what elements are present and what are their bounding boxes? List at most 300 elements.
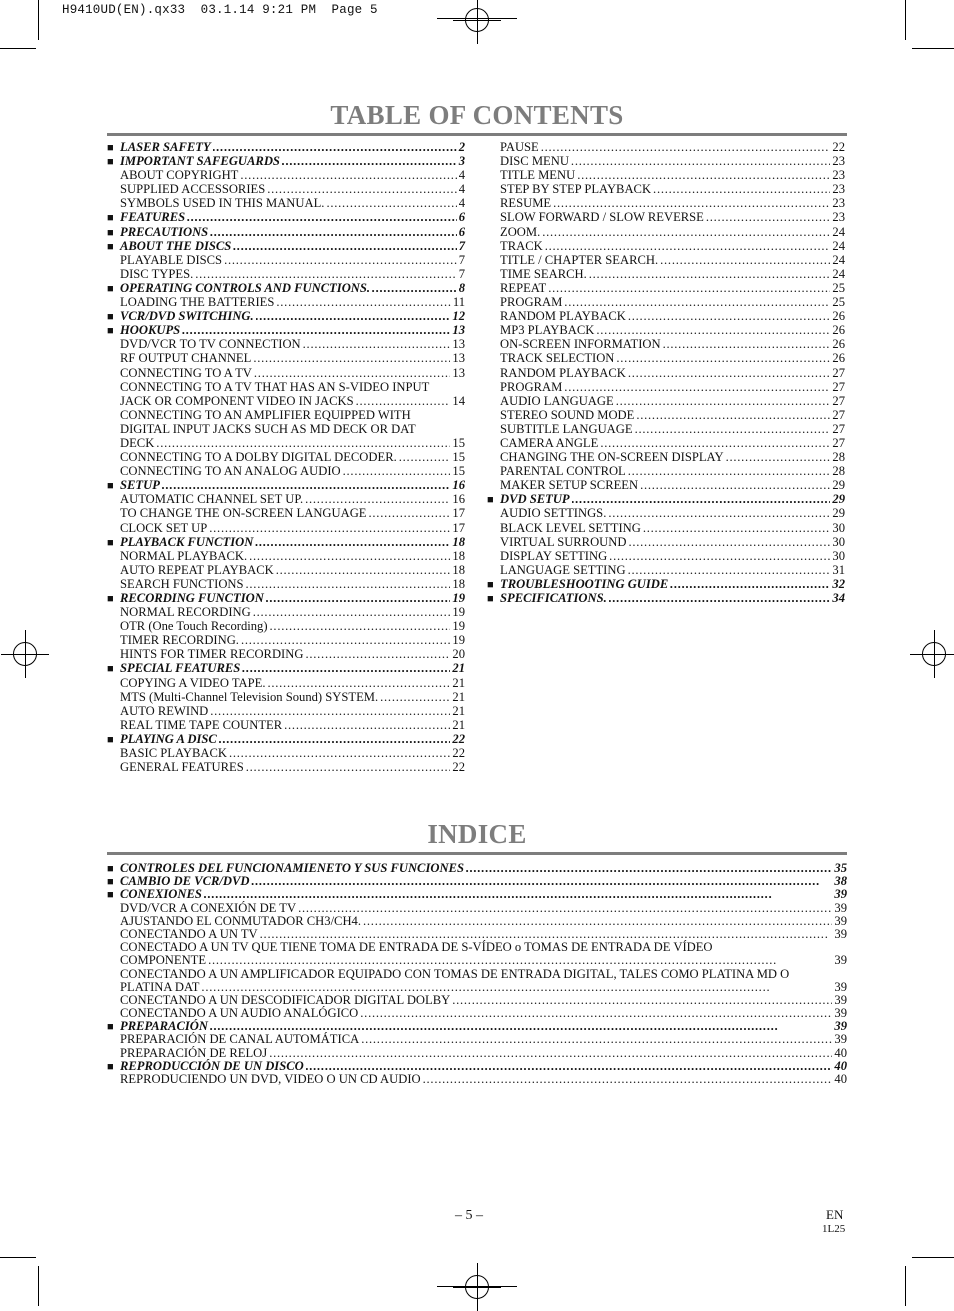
entry-label: AUTO REPEAT PLAYBACK bbox=[120, 562, 274, 577]
entry-label: MTS (Multi-Channel Television Sound) SYSTEM. bbox=[120, 689, 379, 704]
entry-label: HINTS FOR TIMER RECORDING bbox=[120, 647, 304, 662]
dot-leader bbox=[369, 506, 451, 520]
entry-page: 18 bbox=[452, 534, 465, 549]
toc-entry bbox=[107, 351, 465, 365]
toc-entry bbox=[107, 309, 465, 323]
toc-entry bbox=[487, 549, 845, 563]
entry-label: TIMER RECORDING. bbox=[120, 633, 239, 648]
entry-label: VIRTUAL SURROUND bbox=[500, 534, 627, 549]
toc-entry bbox=[487, 309, 845, 323]
entry-page: 28 bbox=[832, 450, 845, 465]
entry-label: CONECTANDO A UN AMPLIFICADOR EQUIPADO CON TOMAS DE ENTRADA DIGITAL, TALES COMO PLATINA MD O bbox=[120, 966, 790, 981]
toc-entry bbox=[107, 506, 465, 520]
toc-entry bbox=[107, 196, 465, 210]
toc-entry bbox=[487, 239, 845, 253]
dot-leader bbox=[303, 337, 451, 351]
entry-label: PLAYABLE DISCS bbox=[120, 252, 223, 267]
dot-leader bbox=[305, 647, 450, 661]
entry-page: 22 bbox=[452, 731, 465, 746]
toc-entry bbox=[487, 563, 845, 577]
entry-page: 6 bbox=[458, 210, 465, 225]
crop-mark bbox=[905, 1266, 906, 1306]
square-bullet-icon: ■ bbox=[107, 240, 114, 253]
entry-label: DECK bbox=[120, 435, 155, 450]
entry-label: COMPONENTE bbox=[120, 953, 207, 968]
dot-leader bbox=[564, 295, 830, 309]
entry-label: REAL TIME TAPE COUNTER bbox=[120, 717, 283, 732]
toc-entry bbox=[107, 563, 465, 577]
entry-page: 39 bbox=[834, 1032, 847, 1047]
toc-entry bbox=[487, 366, 845, 380]
dot-leader bbox=[628, 366, 831, 380]
dot-leader bbox=[162, 478, 451, 492]
entry-label: ZOOM. bbox=[500, 224, 541, 239]
entry-page: 21 bbox=[452, 661, 465, 676]
square-bullet-icon: ■ bbox=[107, 311, 114, 324]
entry-label: PLAYBACK FUNCTION bbox=[120, 534, 254, 549]
entry-page: 19 bbox=[452, 619, 465, 634]
toc-rule bbox=[107, 133, 847, 136]
dot-leader bbox=[361, 1033, 832, 1046]
toc-entry bbox=[107, 676, 465, 690]
entry-page: 26 bbox=[832, 337, 845, 352]
entry-label: AJUSTANDO EL CONMUTADOR CH3/CH4. bbox=[120, 913, 362, 928]
dot-leader bbox=[326, 196, 456, 210]
square-bullet-icon: ■ bbox=[107, 593, 114, 605]
entry-page: 39 bbox=[834, 1019, 847, 1034]
toc-entry bbox=[107, 591, 465, 605]
entry-label: PAUSE bbox=[500, 140, 539, 154]
entry-page: 16 bbox=[452, 492, 465, 507]
entry-label: SEARCH FUNCTIONS bbox=[120, 576, 244, 591]
entry-page: 38 bbox=[834, 874, 847, 889]
entry-label: PREPARACIÓN bbox=[120, 1019, 208, 1034]
entry-page: 8 bbox=[458, 280, 465, 295]
dot-leader bbox=[276, 295, 450, 309]
entry-label: IMPORTANT SAFEGUARDS bbox=[120, 154, 280, 169]
entry-page: 11 bbox=[452, 295, 465, 310]
dot-leader bbox=[267, 676, 450, 690]
dot-leader bbox=[242, 661, 450, 675]
toc-entry bbox=[487, 394, 845, 408]
entry-page: 26 bbox=[832, 323, 845, 338]
dot-leader bbox=[553, 196, 830, 210]
toc-entry bbox=[487, 323, 845, 337]
dot-leader bbox=[269, 1047, 832, 1060]
entry-label: HOOKUPS bbox=[120, 323, 181, 338]
entry-page: 13 bbox=[452, 351, 465, 366]
crop-mark bbox=[905, 0, 906, 40]
toc-entry bbox=[487, 225, 845, 239]
dot-leader bbox=[628, 309, 831, 323]
entry-page: 13 bbox=[452, 323, 465, 338]
registration-mark-icon bbox=[465, 8, 489, 32]
dot-leader bbox=[240, 168, 456, 182]
toc-entry bbox=[107, 981, 847, 994]
entry-page: 15 bbox=[452, 435, 465, 450]
entry-label: SETUP bbox=[120, 478, 160, 493]
dot-leader bbox=[571, 154, 830, 168]
entry-label: SLOW FORWARD / SLOW REVERSE bbox=[500, 210, 704, 225]
toc-entry bbox=[107, 295, 465, 309]
entry-page: 30 bbox=[832, 520, 845, 535]
dot-leader bbox=[596, 323, 830, 337]
entry-page: 29 bbox=[832, 506, 845, 521]
entry-label: ON-SCREEN INFORMATION bbox=[500, 337, 661, 352]
square-bullet-icon: ■ bbox=[107, 876, 114, 889]
dot-leader bbox=[545, 239, 831, 253]
entry-label: SUBTITLE LANGUAGE bbox=[500, 421, 633, 436]
toc-entry bbox=[107, 323, 465, 337]
entry-label: TROUBLESHOOTING GUIDE bbox=[500, 576, 669, 591]
entry-page: 39 bbox=[834, 900, 847, 915]
entry-label: STEP BY STEP PLAYBACK bbox=[500, 182, 652, 197]
entry-label: RESUME bbox=[500, 196, 552, 211]
crop-mark bbox=[0, 1257, 36, 1258]
dot-leader bbox=[363, 915, 832, 928]
entry-page: 39 bbox=[834, 992, 847, 1007]
entry-page: 26 bbox=[832, 351, 845, 366]
toc-entry bbox=[107, 464, 465, 478]
entry-page: 25 bbox=[832, 295, 845, 310]
dot-leader bbox=[635, 422, 831, 436]
entry-page: 39 bbox=[834, 887, 847, 902]
toc-entry bbox=[107, 337, 465, 351]
entry-label: PLATINA DAT bbox=[120, 979, 200, 994]
entry-page: 32 bbox=[832, 576, 845, 591]
entry-label: RANDOM PLAYBACK bbox=[500, 309, 626, 324]
toc-title: TABLE OF CONTENTS bbox=[330, 100, 624, 130]
entry-page: 30 bbox=[832, 534, 845, 549]
toc-entry bbox=[107, 888, 847, 901]
toc-entry bbox=[107, 239, 465, 253]
entry-page: 21 bbox=[452, 689, 465, 704]
entry-label: OPERATING CONTROLS AND FUNCTIONS. bbox=[120, 280, 371, 295]
dot-leader bbox=[600, 436, 830, 450]
entry-page: 25 bbox=[832, 280, 845, 295]
toc-entry bbox=[107, 704, 465, 718]
entry-page: 4 bbox=[458, 182, 465, 197]
toc-entry bbox=[487, 380, 845, 394]
dot-leader bbox=[548, 281, 830, 295]
entry-label: RECORDING FUNCTION bbox=[120, 591, 264, 605]
entry-label: REPEAT bbox=[500, 280, 547, 295]
toc-entry bbox=[107, 225, 465, 239]
entry-label: CONNECTING TO A TV THAT HAS AN S-VIDEO INPUT bbox=[120, 379, 430, 394]
entry-label: JACK OR COMPONENT VIDEO IN JACKS bbox=[120, 393, 354, 408]
entry-page: 6 bbox=[458, 224, 465, 239]
entry-page: 39 bbox=[834, 953, 847, 968]
entry-page: 24 bbox=[832, 224, 845, 239]
entry-label: CONEXIONES bbox=[120, 887, 202, 902]
dot-leader bbox=[706, 210, 831, 224]
dot-leader bbox=[653, 182, 830, 196]
entry-page: 16 bbox=[452, 478, 465, 493]
print-slug: H9410UD(EN).qx33 03.1.14 9:21 PM Page 5 bbox=[62, 3, 378, 17]
toc-right-column bbox=[487, 140, 845, 605]
dot-leader bbox=[541, 140, 831, 154]
dot-leader bbox=[209, 521, 450, 535]
toc-entry bbox=[487, 281, 845, 295]
entry-page: 3 bbox=[458, 154, 465, 169]
entry-label: TRACK bbox=[500, 238, 543, 253]
toc-entry bbox=[107, 210, 465, 224]
entry-label: DVD SETUP bbox=[500, 492, 570, 507]
toc-entry bbox=[487, 521, 845, 535]
toc-entry bbox=[487, 577, 845, 591]
square-bullet-icon: ■ bbox=[107, 536, 114, 549]
toc-entry bbox=[107, 422, 465, 436]
entry-page: 14 bbox=[452, 393, 465, 408]
toc-entry bbox=[487, 196, 845, 210]
entry-label: AUDIO SETTINGS. bbox=[500, 506, 607, 521]
entry-page: 27 bbox=[832, 421, 845, 436]
entry-label: NORMAL PLAYBACK. bbox=[120, 548, 248, 563]
entry-page: 13 bbox=[452, 365, 465, 380]
square-bullet-icon: ■ bbox=[487, 578, 494, 591]
entry-label: ABOUT COPYRIGHT bbox=[120, 168, 239, 183]
entry-label: DIGITAL INPUT JACKS SUCH AS MD DECK OR DAT bbox=[120, 421, 416, 436]
entry-page: 17 bbox=[452, 506, 465, 521]
entry-page: 30 bbox=[832, 548, 845, 563]
entry-label: SPECIFICATIONS. bbox=[500, 591, 607, 605]
dot-leader bbox=[156, 436, 450, 450]
toc-entry bbox=[107, 902, 847, 915]
dot-leader bbox=[643, 521, 831, 535]
dot-leader bbox=[251, 875, 832, 888]
toc-entry bbox=[107, 941, 847, 954]
dot-leader bbox=[356, 394, 451, 408]
toc-left-column bbox=[107, 140, 465, 774]
dot-leader bbox=[589, 267, 831, 281]
toc-entry bbox=[487, 464, 845, 478]
toc-entry bbox=[107, 267, 465, 281]
toc-entry bbox=[107, 521, 465, 535]
toc-entry bbox=[487, 267, 845, 281]
toc-entry bbox=[107, 718, 465, 732]
dot-leader bbox=[187, 210, 457, 224]
toc-entry bbox=[107, 760, 465, 774]
entry-label: CONNECTING TO A TV bbox=[120, 365, 252, 380]
entry-label: CAMERA ANGLE bbox=[500, 435, 599, 450]
indice-rule bbox=[107, 852, 847, 855]
entry-label: TITLE MENU bbox=[500, 168, 576, 183]
entry-label: CHANGING THE ON-SCREEN DISPLAY bbox=[500, 450, 724, 465]
toc-entry bbox=[107, 1033, 847, 1046]
entry-label: DISPLAY SETTING bbox=[500, 548, 608, 563]
entry-label: TITLE / CHAPTER SEARCH. bbox=[500, 252, 659, 267]
dot-leader bbox=[284, 718, 450, 732]
entry-page: 39 bbox=[834, 913, 847, 928]
dot-leader bbox=[204, 888, 833, 901]
dot-leader bbox=[380, 690, 450, 704]
toc-entry bbox=[487, 422, 845, 436]
dot-leader bbox=[229, 746, 450, 760]
toc-entry bbox=[107, 253, 465, 267]
entry-label: MAKER SETUP SCREEN bbox=[500, 478, 639, 493]
entry-label: RANDOM PLAYBACK bbox=[500, 365, 626, 380]
toc-entry bbox=[487, 210, 845, 224]
dot-leader bbox=[270, 619, 451, 633]
entry-label: CAMBIO DE VCR/DVD bbox=[120, 874, 250, 889]
entry-label: PROGRAM bbox=[500, 295, 563, 310]
square-bullet-icon: ■ bbox=[107, 733, 114, 746]
entry-page: 27 bbox=[832, 407, 845, 422]
entry-page: 19 bbox=[452, 633, 465, 648]
toc-entry bbox=[487, 168, 845, 182]
entry-label: DISC TYPES. bbox=[120, 266, 194, 281]
entry-page: 12 bbox=[452, 309, 465, 324]
toc-entry bbox=[107, 492, 465, 506]
entry-label: PLAYING A DISC bbox=[120, 731, 217, 746]
toc-entry bbox=[487, 591, 845, 605]
entry-label: CLOCK SET UP bbox=[120, 520, 208, 535]
dot-leader bbox=[564, 380, 830, 394]
entry-label: BASIC PLAYBACK bbox=[120, 746, 227, 761]
entry-page: 28 bbox=[832, 464, 845, 479]
toc-entry bbox=[487, 408, 845, 422]
crop-mark bbox=[912, 1257, 954, 1258]
toc-entry bbox=[107, 366, 465, 380]
toc-entry bbox=[107, 647, 465, 661]
entry-page: 21 bbox=[452, 675, 465, 690]
dot-leader bbox=[267, 182, 456, 196]
entry-label: OTR (One Touch Recording) bbox=[120, 619, 268, 634]
entry-page: 39 bbox=[834, 979, 847, 994]
dot-leader bbox=[577, 168, 830, 182]
dot-leader bbox=[266, 591, 451, 605]
entry-label: AUDIO LANGUAGE bbox=[500, 393, 614, 408]
entry-label: PARENTAL CONTROL bbox=[500, 464, 626, 479]
dot-leader bbox=[256, 309, 451, 323]
entry-label: MP3 PLAYBACK bbox=[500, 323, 595, 338]
dot-leader bbox=[253, 605, 451, 619]
entry-label: TIME SEARCH. bbox=[500, 266, 587, 281]
entry-label: STEREO SOUND MODE bbox=[500, 407, 635, 422]
dot-leader bbox=[201, 981, 832, 994]
toc-entry bbox=[107, 408, 465, 422]
entry-page: 2 bbox=[458, 140, 465, 154]
toc-entry bbox=[487, 478, 845, 492]
entry-page: 17 bbox=[452, 520, 465, 535]
entry-page: 7 bbox=[458, 252, 465, 267]
dot-leader bbox=[636, 408, 830, 422]
dot-leader bbox=[210, 225, 457, 239]
entry-label: REPRODUCIENDO UN DVD, VIDEO O UN CD AUDIO bbox=[120, 1072, 421, 1086]
dot-leader bbox=[254, 366, 451, 380]
entry-page: 29 bbox=[832, 492, 845, 507]
dot-leader bbox=[276, 563, 451, 577]
toc-entry bbox=[107, 168, 465, 182]
entry-page: 35 bbox=[834, 861, 847, 875]
entry-page: 4 bbox=[458, 168, 465, 183]
dot-leader bbox=[660, 253, 830, 267]
square-bullet-icon: ■ bbox=[107, 156, 114, 169]
entry-label: CONECTANDO A UN AUDIO ANALÓGICO bbox=[120, 1006, 359, 1021]
registration-mark-icon bbox=[922, 642, 946, 666]
toc-entry bbox=[107, 577, 465, 591]
entry-page: 19 bbox=[452, 605, 465, 620]
entry-page: 23 bbox=[832, 182, 845, 197]
square-bullet-icon: ■ bbox=[107, 226, 114, 239]
entry-page: 22 bbox=[452, 746, 465, 761]
entry-label: AUTOMATIC CHANNEL SET UP. bbox=[120, 492, 304, 507]
square-bullet-icon: ■ bbox=[107, 863, 114, 875]
entry-label: PRECAUTIONS bbox=[120, 224, 209, 239]
entry-page: 18 bbox=[452, 548, 465, 563]
square-bullet-icon: ■ bbox=[107, 480, 114, 493]
entry-label: COPYING A VIDEO TAPE. bbox=[120, 675, 266, 690]
entry-page: 29 bbox=[832, 478, 845, 493]
dot-leader bbox=[233, 239, 456, 253]
entry-page: 18 bbox=[452, 562, 465, 577]
entry-label: VCR/DVD SWITCHING. bbox=[120, 309, 254, 324]
crop-mark bbox=[38, 0, 39, 40]
toc-entry bbox=[487, 436, 845, 450]
entry-page: 19 bbox=[452, 591, 465, 605]
dot-leader bbox=[609, 549, 830, 563]
entry-label: PREPARACIÓN DE CANAL AUTOMÁTICA bbox=[120, 1032, 360, 1047]
entry-label: LOADING THE BATTERIES bbox=[120, 295, 275, 310]
entry-page: 34 bbox=[832, 591, 845, 605]
dot-leader bbox=[616, 394, 831, 408]
entry-page: 40 bbox=[834, 1058, 847, 1073]
language-code: EN bbox=[826, 1207, 844, 1222]
dot-leader bbox=[628, 464, 831, 478]
entry-label: PREPARACIÓN DE RELOJ bbox=[120, 1045, 268, 1060]
entry-label: SYMBOLS USED IN THIS MANUAL. bbox=[120, 196, 325, 211]
dot-leader bbox=[360, 1007, 832, 1020]
indice-column bbox=[107, 862, 847, 1086]
entry-page: 24 bbox=[832, 266, 845, 281]
dot-leader bbox=[726, 450, 831, 464]
dot-leader bbox=[224, 253, 457, 267]
entry-page: 7 bbox=[458, 266, 465, 281]
entry-label: AUTO REWIND bbox=[120, 703, 209, 718]
dot-leader bbox=[452, 994, 832, 1007]
entry-label: DVD/VCR TO TV CONNECTION bbox=[120, 337, 301, 352]
indice-title: INDICE bbox=[427, 819, 527, 849]
entry-page: 18 bbox=[452, 576, 465, 591]
crop-mark bbox=[0, 48, 36, 49]
registration-mark-icon bbox=[465, 1275, 489, 1299]
dot-leader bbox=[249, 549, 450, 563]
entry-label: DISC MENU bbox=[500, 154, 569, 169]
entry-label: REPRODUCCIÓN DE UN DISCO bbox=[120, 1058, 304, 1073]
toc-entry bbox=[107, 915, 847, 928]
square-bullet-icon: ■ bbox=[107, 325, 114, 338]
square-bullet-icon: ■ bbox=[107, 663, 114, 676]
toc-entry bbox=[107, 535, 465, 549]
square-bullet-icon: ■ bbox=[107, 282, 114, 295]
toc-entry bbox=[487, 535, 845, 549]
toc-entry bbox=[107, 436, 465, 450]
dot-leader bbox=[255, 535, 450, 549]
entry-page: 26 bbox=[832, 309, 845, 324]
entry-label: CONECTADO A UN TV QUE TIENE TOMA DE ENTRADA DE S-VÍDEO o TOMAS DE ENTRADA DE VÍDEO bbox=[120, 940, 713, 955]
entry-label: SPECIAL FEATURES bbox=[120, 661, 241, 676]
dot-leader bbox=[608, 506, 830, 520]
entry-label: CONNECTING TO A DOLBY DIGITAL DECODER. bbox=[120, 450, 397, 465]
dot-leader bbox=[609, 591, 831, 605]
entry-page: 27 bbox=[832, 393, 845, 408]
entry-page: 23 bbox=[832, 154, 845, 169]
toc-entry bbox=[107, 875, 847, 888]
dot-leader bbox=[182, 323, 450, 337]
entry-label: LANGUAGE SETTING bbox=[500, 562, 626, 577]
entry-page: 23 bbox=[832, 196, 845, 211]
toc-entry bbox=[107, 1007, 847, 1020]
